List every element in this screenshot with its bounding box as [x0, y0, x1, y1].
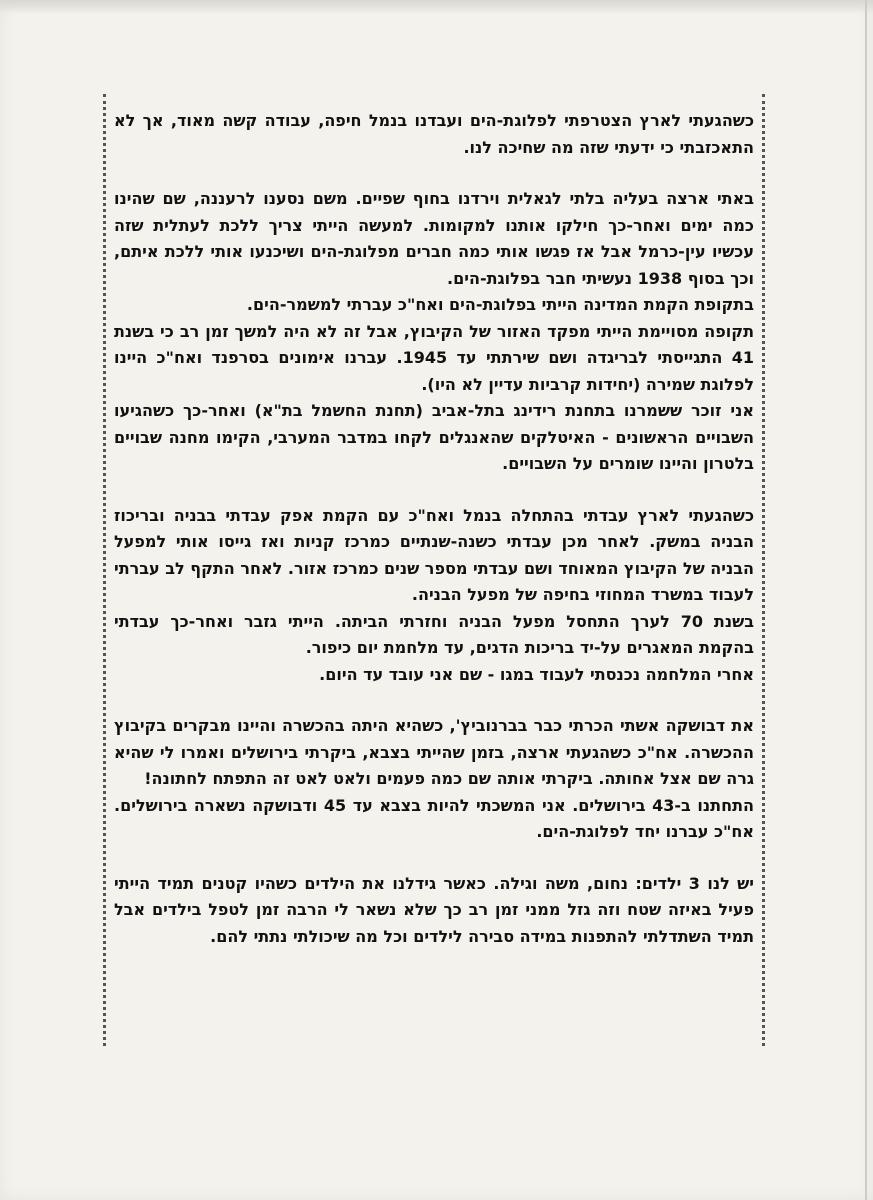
paragraph-immigration: באתי ארצה בעליה בלתי לגאלית וירדנו בחוף שפיים. משם נסענו לרעננה, שם שהינו כמה ימים ואחר-כך חילקו אותנו למקומות. למעשה הייתי צריך ללכת לעתלית שזה עכשיו עין-כרמל אבל אז פגשו אותי כמה חברים מפלוגת-הים ושיכנעו אותי ללכת איתם, וכך בסוף 1938 נעשיתי חבר בפלוגת-הים.: [114, 189, 754, 288]
paragraph-gap: [114, 161, 754, 186]
paragraph-wife: את דבושקה אשתי הכרתי כבר בברנוביץ', כשהיא היתה בהכשרה והיינו מבקרים בקיבוץ ההכשרה. אח"כ כשהגעתי ארצה, בזמן שהייתי בצבא, ביקרתי בירושלים ואמרו לי שהיא גרה שם אצל אחותה. ביקרתי אותה שם כמה פעמים ולאט לאט זה התפתח לחתונה!: [114, 716, 754, 788]
paragraph-after-war: אחרי המלחמה נכנסתי לעבוד במגו - שם אני עובד עד היום.: [319, 664, 754, 684]
paragraph-children: יש לנו 3 ילדים: נחום, משה וגילה. כאשר גידלנו את הילדים כשהיו קטנים תמיד הייתי פעיל באיזה שטח וזה גזל ממני זמן רב כך שלא נשאר לי הרבה זמן לטפל בילדים אבל תמיד השתדלתי להתפנות במידה סבירה לילדים וכל מה שיכולתי נתתי להם.: [114, 873, 754, 946]
paragraph-reading-station: אני זוכר ששמרנו בתחנת רידינג בתל-אביב (תחנת החשמל בת"א) ואחר-כך כשהגיעו השבויים הראשונים - האיטלקים שהאנגלים לקחו במדבר המערבי, הקימו מחנה שבויים בלטרון והיינו שומרים על השבויים.: [114, 401, 754, 473]
paragraph-wedding: התחתנו ב-43 בירושלים. אני המשכתי להיות בצבא עד 45 ודבושקה נשארה בירושלים. אח"כ עברנו יחד לפלוגת-הים.: [114, 795, 754, 841]
paragraph-arrival: כשהגעתי לארץ הצטרפתי לפלוגת-הים ועבדנו בנמל חיפה, עבודה קשה מאוד, אך לא התאכזבתי כי ידעתי שזה מה שחיכה לנו.: [114, 111, 754, 157]
paragraph-state-founding: בתקופת הקמת המדינה הייתי בפלוגת-הים ואח"כ עברתי למשמר-הים.: [246, 295, 754, 314]
scan-right-edge: [865, 0, 867, 1200]
paragraph-brigade: תקופה מסויימת הייתי מפקד האזור של הקיבוץ, אבל זה לא היה למשך זמן רב כי בשנת 41 התגייסתי לבריגדה ושם שירתתי עד 1945. עברנו אימונים בסרפנד ואח"כ היינו לפלוגת שמירה (יחידות קרביות עדיין לא היו).: [114, 321, 754, 394]
paragraph-gap: [114, 846, 754, 871]
paragraph-construction-work: כשהגעתי לארץ עבדתי בהתחלה בנמל ואח"כ עם הקמת אפק עבדתי בבניה ובריכוז הבניה במשק. לאחר מכן עבדתי כשנה-שנתיים כמרכז קניות ואז גייסו אותי למפעל הבניה של הקיבוץ המאוחד ושם עבדתי מספר שנים כמרכז אזור. לאחר התקף לב עברתי לעבוד במשרד המחוזי בחיפה של מפעל הבניה.: [114, 505, 754, 604]
scan-top-shadow: [0, 0, 873, 14]
paragraph-1970: בשנת 70 לערך התחסל מפעל הבניה וחזרתי הביתה. הייתי גזבר ואחר-כך עבדתי בהקמת המאגרים על-יד בריכות הדגים, עד מלחמת יום כיפור.: [114, 611, 754, 657]
memoir-text: [114, 108, 754, 950]
paragraph-gap: [114, 688, 754, 713]
paragraph-gap: [114, 478, 754, 503]
